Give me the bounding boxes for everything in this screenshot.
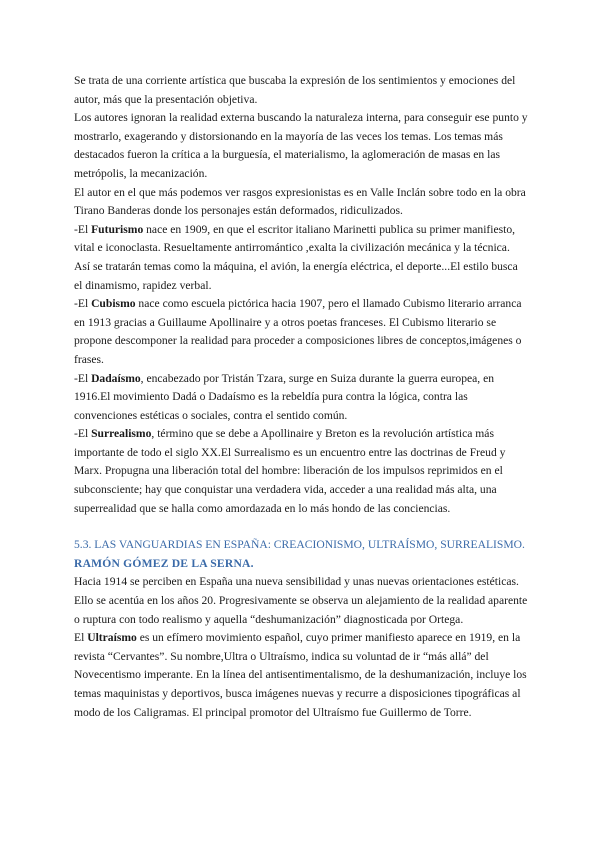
paragraph-text: El autor en el que más podemos ver rasgos expresionistas es en Valle Inclán sobre todo en la obra Tirano Banderas donde los personajes están deformados, ridiculizados. [74,185,526,218]
paragraph-text: El [74,631,88,645]
paragraph-text: nace como escuela pictórica hacia 1907, pero el llamado Cubismo literario arranca en 1913 gracias a Guillaume Apollinaire y a otros poetas franceses. El Cubismo literario se propone descomponer la realidad para proceder a composiciones libres de conceptos,imágenes o frases. [74,297,522,366]
top-body [74,72,528,518]
paragraph [74,295,528,369]
movement-name: Surrealismo [91,427,152,441]
paragraph [74,629,528,722]
movement-name: Cubismo [91,297,136,311]
paragraph-text: Los autores ignoran la realidad externa buscando la naturaleza interna, para conseguir ese punto y mostrarlo, exagerando y distorsionando en la mayoría de las veces los temas. Los temas más destacados fueron la crítica a la burguesía, el materialismo, la aglomeración de masas en las metrópolis, la mecanización. [74,111,528,180]
bottom-body [74,573,528,722]
paragraph-text: Hacia 1914 se perciben en España una nueva sensibilidad y unas nuevas orientaciones estéticas. Ello se acentúa en los años 20. Progresivamente se observa un alejamiento de la realidad aparente o ruptura con todo realismo y aquella “deshumanización” diagnosticada por Ortega. [74,575,528,626]
paragraph [74,370,528,426]
paragraph-text: -El [74,297,92,311]
paragraph-text: -El [74,427,92,441]
paragraph [74,221,528,295]
section-heading: 5.3. LAS VANGUARDIAS EN ESPAÑA: CREACIONISMO, ULTRAÍSMO, SURREALISMO. [74,538,525,552]
section-gap [74,518,528,536]
movement-name: Futurismo [91,222,144,236]
paragraph [74,72,528,109]
paragraph [74,425,528,518]
paragraph-text: Se trata de una corriente artística que buscaba la expresión de los sentimientos y emociones del autor, más que la presentación objetiva. [74,74,516,106]
paragraph-text: es un efímero movimiento español, cuyo primer manifiesto aparece en 1919, en la revista “Cervantes”. Su nombre,Ultra o Ultraísmo, indica su voluntad de ir “más allá” del Novecentismo imperante. En la línea del antisentimentalismo, de la deshumanización, incluye los temas maquinistas y deportivos, busca imágenes nuevas y recurre a disposiciones tipográficas al modo de los Caligramas. El principal promotor del Ultraísmo fue Guillermo de Torre. [74,631,527,719]
paragraph-text: , encabezado por Tristán Tzara, surge en Suiza durante la guerra europea, en 1916.El movimiento Dadá o Dadaísmo es la rebeldía pura contra la lógica, contra las convenciones estéticas o sociales, contra el sentido común. [74,371,495,422]
paragraph-text: -El [74,222,92,236]
paragraph-text: , término que se debe a Apollinaire y Breton es la revolución artística más importante de todo el siglo XX.El Surrealismo es un encuentro entre las doctrinas de Freud y Marx. Propugna una liberación total del hombre: liberación de los impulsos reprimidos en el subconsciente; hay que conquistar una verdadera vida, acceder a una realidad más alta, una superrealidad que se halla como amordazada en lo más hondo de las conciencias. [74,427,506,515]
paragraph-text: nace en 1909, en que el escritor italiano Marinetti publica su primer manifiesto, vital e iconoclasta. Resueltamente antirromántico ,exalta la civilización mecánica y la técnica. Así se tratarán temas como la máquina, el avión, la energía eléctrica, el deporte...El estilo busca el dinamismo, rapidez verbal. [74,222,518,292]
movement-name: Dadaísmo [91,371,141,385]
movement-name: Ultraísmo [87,631,137,645]
paragraph [74,184,528,221]
paragraph-text: -El [74,371,92,385]
section-subheading: RAMÓN GÓMEZ DE LA SERNA. [74,556,254,570]
paragraph [74,573,528,629]
paragraph [74,109,528,183]
